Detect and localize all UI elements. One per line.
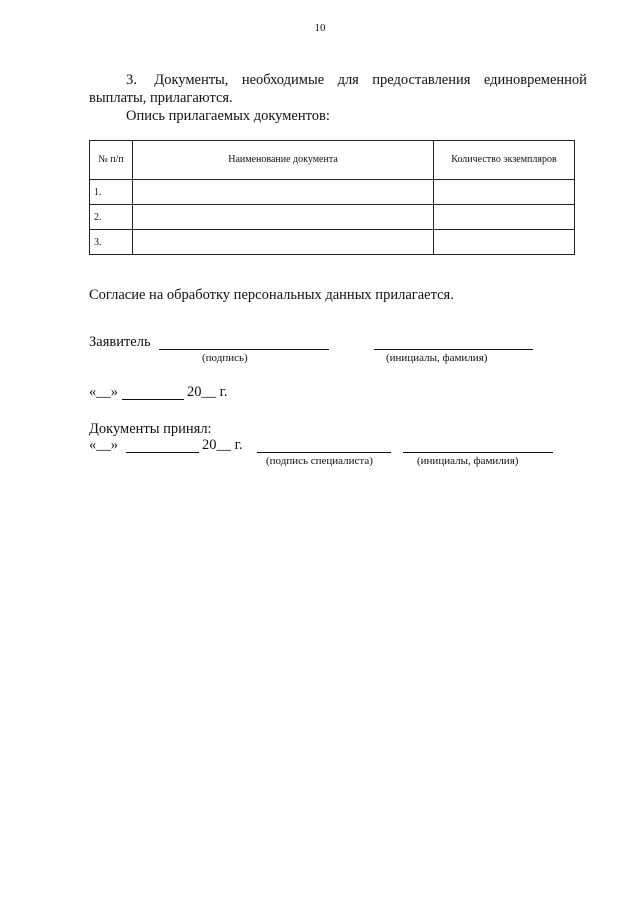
word: предоставления xyxy=(372,72,471,88)
table-row xyxy=(90,205,575,230)
word: Документы, xyxy=(154,72,229,88)
header-copies: Количество экземпляров xyxy=(434,141,575,180)
row-copies[interactable] xyxy=(434,205,575,230)
received-label: Документы принял: xyxy=(89,421,212,437)
signature-caption: (подпись) xyxy=(202,352,248,364)
paragraph-number: 3. xyxy=(126,72,137,88)
word: единовременной xyxy=(483,72,587,88)
consent-statement: Согласие на обработку персональных данных прилагается. xyxy=(89,287,454,303)
applicant-date-year: 20__ г. xyxy=(187,384,228,400)
specialist-signature-line[interactable] xyxy=(257,452,391,453)
header-number: № п/п xyxy=(90,141,133,180)
page-number: 10 xyxy=(314,22,326,34)
paragraph-3-line-2: выплаты, прилагаются. xyxy=(89,90,233,106)
row-document-name[interactable] xyxy=(133,205,434,230)
table-row xyxy=(90,230,575,255)
row-number: 1. xyxy=(90,180,133,205)
received-date-year: 20__ г. xyxy=(202,437,243,453)
paragraph-3-line-1 xyxy=(126,72,587,89)
table-row xyxy=(90,180,575,205)
inventory-title: Опись прилагаемых документов: xyxy=(126,108,330,124)
applicant-label: Заявитель xyxy=(89,334,151,350)
row-number: 3. xyxy=(90,230,133,255)
received-date-month-line[interactable] xyxy=(126,452,199,453)
row-copies[interactable] xyxy=(434,230,575,255)
header-document-name: Наименование документа xyxy=(133,141,434,180)
row-document-name[interactable] xyxy=(133,230,434,255)
initials-caption: (инициалы, фамилия) xyxy=(386,352,488,364)
applicant-date-day: «__» xyxy=(89,384,118,400)
received-date-day: «__» xyxy=(89,437,118,453)
applicant-signature-line[interactable] xyxy=(159,349,329,350)
row-document-name[interactable] xyxy=(133,180,434,205)
received-initials-caption: (инициалы, фамилия) xyxy=(417,455,519,467)
applicant-initials-line[interactable] xyxy=(374,349,533,350)
row-number: 2. xyxy=(90,205,133,230)
word: для xyxy=(337,72,359,88)
specialist-initials-line[interactable] xyxy=(403,452,553,453)
applicant-date-month-line[interactable] xyxy=(122,399,184,400)
word: необходимые xyxy=(241,72,325,88)
documents-table xyxy=(89,140,575,255)
specialist-caption: (подпись специалиста) xyxy=(266,455,373,467)
table-header-row xyxy=(90,141,575,180)
row-copies[interactable] xyxy=(434,180,575,205)
